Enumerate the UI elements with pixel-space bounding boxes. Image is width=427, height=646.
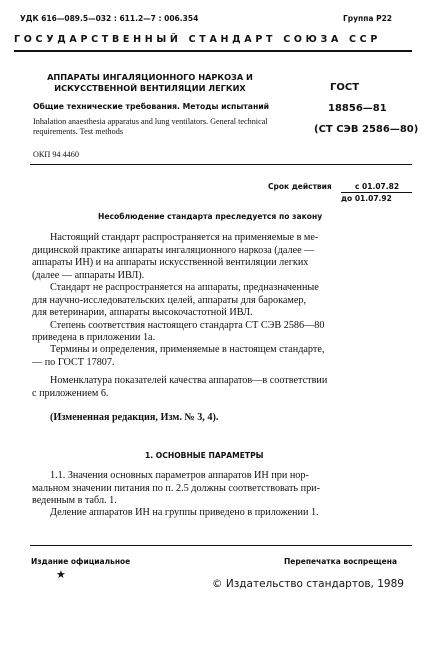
document-subtitle: Общие технические требования. Методы испытаний <box>33 102 270 111</box>
clause-1-1 <box>32 470 320 508</box>
validity-from-date: с 01.07.82 <box>355 182 400 191</box>
okp-code: ОКП 94 4460 <box>33 150 79 159</box>
gost-label: ГОСТ <box>330 82 360 93</box>
text-line: (далее — аппараты ИВЛ). <box>32 269 145 281</box>
official-edition-label: Издание официальное <box>31 557 131 566</box>
body-paragraph-4 <box>32 375 327 400</box>
text-line: Деление аппаратов ИН на группы приведено в приложении 1. <box>50 507 319 518</box>
clause-groups <box>32 507 319 520</box>
footer-rule <box>30 545 412 546</box>
group-code: Группа Р22 <box>343 14 393 23</box>
text-line: с приложением 6. <box>32 387 109 399</box>
text-line: аппараты ИН) и на аппараты искусственной вентиляции легких <box>32 257 309 268</box>
text-line: Настоящий стандарт распространяется на применяемые в ме- <box>50 232 319 243</box>
title-rule <box>30 164 412 165</box>
body-paragraph-1 <box>32 232 318 282</box>
st-sev-number: (СТ СЭВ 2586—80) <box>314 124 419 135</box>
copyright: © Издательство стандартов, 1989 <box>212 578 404 590</box>
gost-number: 18856—81 <box>328 103 387 114</box>
reprint-prohibited-label: Перепечатка воспрещена <box>284 557 398 566</box>
text-line: веденным в табл. 1. <box>32 495 117 506</box>
star-icon: ★ <box>56 569 66 581</box>
text-line: Номенклатура показателей качества аппаратов—в соответствии <box>50 375 328 386</box>
udk-code: УДК 616—089.5—032 : 611.2—7 : 006.354 <box>20 14 199 23</box>
amendment-note <box>32 412 218 425</box>
text-line: (Измененная редакция, Изм. № 3, 4). <box>50 412 219 423</box>
text-line: для ветеринарии, аппараты высокочастотной ИВЛ. <box>32 307 253 318</box>
text-line: мальном значении питания по п. 2.5 должны соответствовать при- <box>32 482 321 494</box>
validity-to-date: до 01.07.92 <box>341 194 392 203</box>
standard-title: ГОСУДАРСТВЕННЫЙ СТАНДАРТ СОЮЗА ССР <box>14 34 382 45</box>
text-line: дицинской практике аппараты ингаляционного наркоза (далее — <box>32 244 315 256</box>
text-line: Степень соответствия настоящего стандарта СТ СЭВ 2586—80 <box>50 319 325 331</box>
validity-rule <box>341 192 412 193</box>
legal-notice: Несоблюдение стандарта преследуется по закону <box>98 212 323 221</box>
body-paragraph-2 <box>32 282 325 345</box>
validity-label: Срок действия <box>268 182 332 191</box>
english-title: Inhalation anaesthesia apparatus and lung ventilators. General technical requirements. Test methods <box>33 117 268 136</box>
document-main-title: АППАРАТЫ ИНГАЛЯЦИОННОГО НАРКОЗА И ИСКУССТВЕННОЙ ВЕНТИЛЯЦИИ ЛЕГКИХ <box>47 72 253 93</box>
body-paragraph-3 <box>32 344 324 369</box>
text-line: 1.1. Значения основных параметров аппаратов ИН при нор- <box>50 470 309 481</box>
text-line: Термины и определения, применяемые в настоящем стандарте, <box>50 344 325 355</box>
text-line: приведена в приложении 1а. <box>32 332 156 343</box>
header-rule <box>14 50 412 52</box>
text-line: Стандарт не распространяется на аппараты, предназначенные <box>50 282 319 293</box>
section-heading: 1. ОСНОВНЫЕ ПАРАМЕТРЫ <box>145 451 264 460</box>
text-line: — по ГОСТ 17807. <box>32 356 115 368</box>
text-line: для научно-исследовательских целей, аппараты для барокамер, <box>32 294 307 306</box>
